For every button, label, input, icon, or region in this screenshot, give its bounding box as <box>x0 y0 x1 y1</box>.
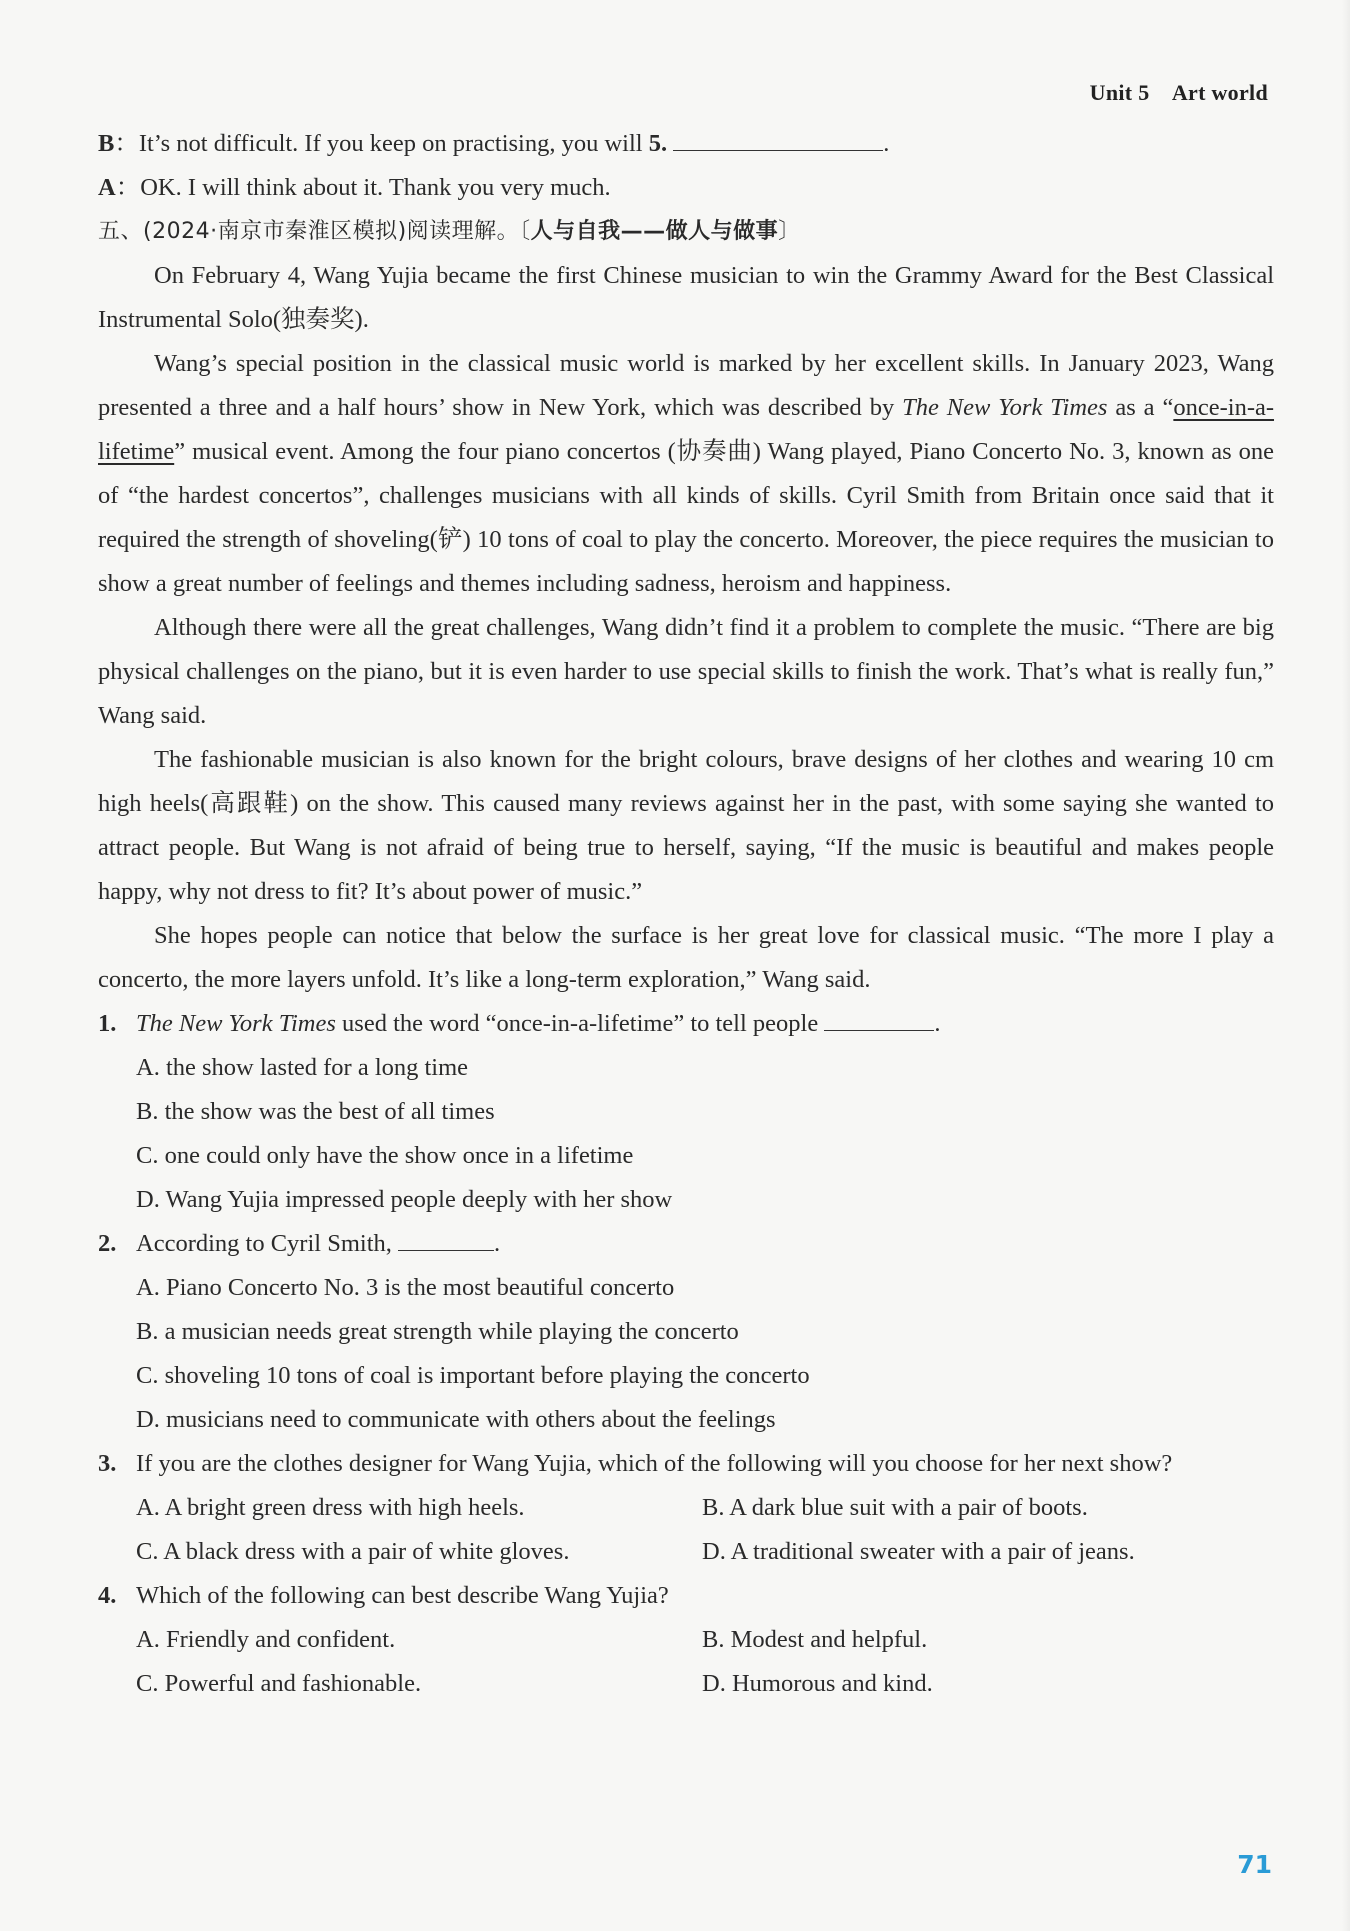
option-4b[interactable]: B. Modest and helpful. <box>702 1626 928 1653</box>
dialogue-text: OK. I will think about it. Thank you very much. <box>140 174 611 201</box>
question-stem: Which of the following can best describe Wang Yujia? <box>136 1582 669 1609</box>
page-number: 71 <box>1237 1850 1272 1879</box>
question-stem: The New York Times used the word “once-in-a-lifetime” to tell people . <box>136 1002 1274 1046</box>
newspaper-title: The New York Times <box>902 394 1108 421</box>
speaker-label: B <box>98 130 115 157</box>
question-1 <box>98 1002 1274 1046</box>
option-4d[interactable]: D. Humorous and kind. <box>702 1670 933 1697</box>
blank-number: 5. <box>648 130 668 157</box>
question-4 <box>98 1574 1274 1618</box>
underlined-phrase: once-in-a-lifetime <box>98 394 1275 465</box>
options-grid-4 <box>98 1618 1274 1706</box>
dialogue-text: It’s not difficult. If you keep on practising, you will <box>138 130 649 157</box>
option-3d[interactable]: D. A traditional sweater with a pair of jeans. <box>702 1538 1135 1565</box>
passage-paragraph-2: Wang’s special position in the classical music world is marked by her excellent skills. In January 2023, Wang presented a three and a half hours’ show in New York, which was described by The New York Times as a “once-in-a-lifetime” musical event. Among the four piano concertos (协奏曲) Wang played, Piano Concerto No. 3, known as one of “the hardest concertos”, challenges musicians with all kinds of skills. Cyril Smith from Britain once said that it required the strength of shoveling(铲) 10 tons of coal to play the concerto. Moreover, the piece requires the musician to show a great number of feelings and themes including sadness, heroism and happiness. <box>98 350 1275 597</box>
question-number: 3. <box>98 1450 117 1477</box>
question-2 <box>98 1222 1274 1266</box>
option-1d[interactable]: D. Wang Yujia impressed people deeply with her show <box>136 1186 673 1213</box>
page-content <box>98 122 1274 1706</box>
dialogue-line-a: A：OK. I will think about it. Thank you very much. <box>98 174 611 201</box>
question-stem: If you are the clothes designer for Wang Yujia, which of the following will you choose for her next show? <box>136 1450 1173 1477</box>
question-number: 1. <box>98 1010 117 1037</box>
section-heading: 五、(2024·南京市秦淮区模拟)阅读理解。〔人与自我——做人与做事〕 <box>98 219 801 244</box>
passage-paragraph-1: On February 4, Wang Yujia became the first Chinese musician to win the Grammy Award for the Best Classical Instrumental Solo(独奏奖). <box>98 262 1274 333</box>
option-3a[interactable]: A. A bright green dress with high heels. <box>136 1494 525 1521</box>
option-3c[interactable]: C. A black dress with a pair of white gloves. <box>136 1538 570 1565</box>
option-3b[interactable]: B. A dark blue suit with a pair of boots. <box>702 1494 1088 1521</box>
option-2c[interactable]: C. shoveling 10 tons of coal is important before playing the concerto <box>136 1362 810 1389</box>
option-1b[interactable]: B. the show was the best of all times <box>136 1098 495 1125</box>
options-grid-3 <box>98 1486 1274 1574</box>
answer-blank[interactable] <box>398 1226 494 1251</box>
option-1c[interactable]: C. one could only have the show once in a lifetime <box>136 1142 634 1169</box>
dialogue-line-b: B：It’s not difficult. If you keep on practising, you will 5. . <box>98 122 1274 166</box>
option-4a[interactable]: A. Friendly and confident. <box>136 1626 396 1653</box>
section-theme: 人与自我——做人与做事 <box>530 219 779 244</box>
passage-paragraph-4: The fashionable musician is also known for the bright colours, brave designs of her clothes and wearing 10 cm high heels(高跟鞋) on the show. This caused many reviews against her in the past, with some saying she wanted to attract people. But Wang is not afraid of being true to herself, saying, “If the music is beautiful and makes people happy, why not dress to fit? It’s about power of music.” <box>98 746 1274 905</box>
question-stem: According to Cyril Smith, . <box>136 1222 1274 1266</box>
passage-paragraph-5: She hopes people can notice that below the surface is her great love for classical music. “The more I play a concerto, the more layers unfold. It’s like a long-term exploration,” Wang said. <box>98 922 1274 993</box>
option-1a[interactable]: A. the show lasted for a long time <box>136 1054 469 1081</box>
option-2b[interactable]: B. a musician needs great strength while playing the concerto <box>136 1318 739 1345</box>
unit-header: Unit 5 Art world <box>1089 80 1268 105</box>
answer-blank[interactable] <box>824 1006 934 1031</box>
question-3 <box>98 1442 1274 1486</box>
answer-blank[interactable] <box>673 126 883 151</box>
option-4c[interactable]: C. Powerful and fashionable. <box>136 1670 422 1697</box>
question-number: 4. <box>98 1582 117 1609</box>
option-2d[interactable]: D. musicians need to communicate with others about the feelings <box>136 1406 776 1433</box>
passage-paragraph-3: Although there were all the great challenges, Wang didn’t find it a problem to complete the music. “There are big physical challenges on the piano, but it is even harder to use special skills to finish the work. That’s what is really fun,” Wang said. <box>98 614 1274 729</box>
option-2a[interactable]: A. Piano Concerto No. 3 is the most beautiful concerto <box>136 1274 675 1301</box>
question-number: 2. <box>98 1230 117 1257</box>
scan-edge-shadow <box>1342 0 1350 1931</box>
speaker-label: A <box>98 174 116 201</box>
